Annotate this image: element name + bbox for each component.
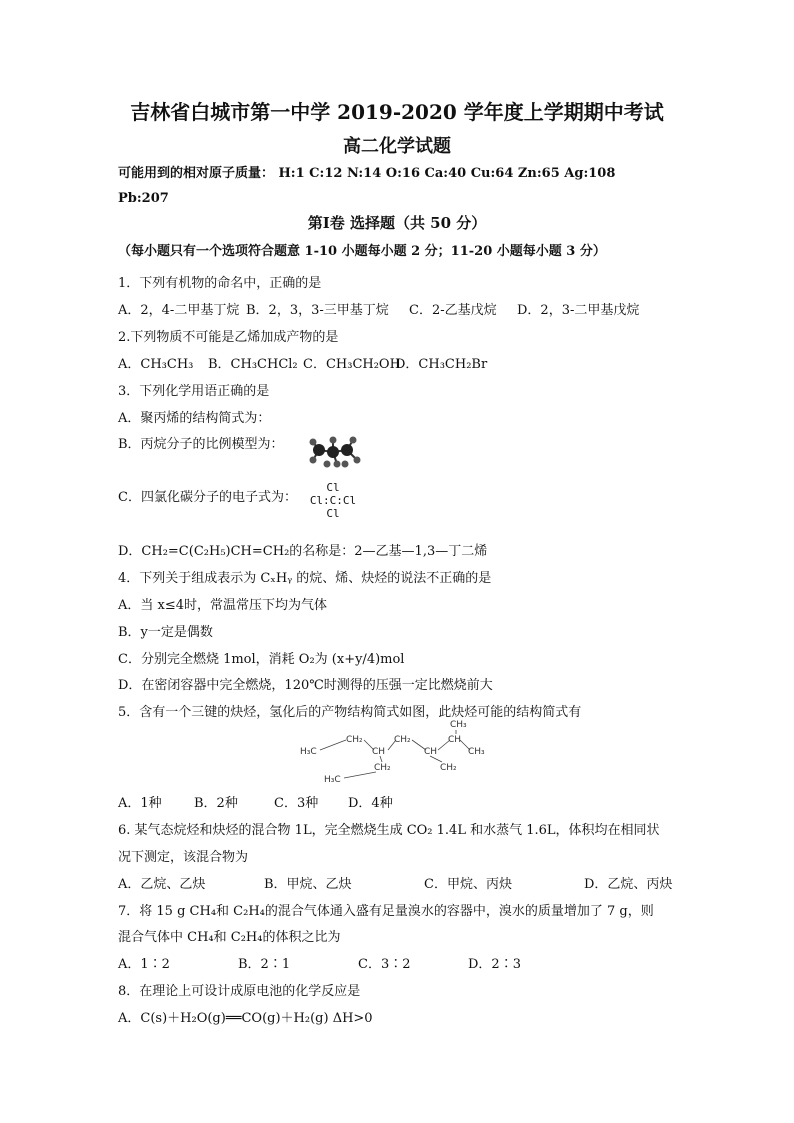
q5-stem: 5．含有一个三键的炔烃，氢化后的产物结构简式如图，此炔烃可能的结构简式有 [118,705,582,720]
q7-option-d: D．2∶3 [468,957,521,972]
q2-option-d: D．CH₃CH₂Br [395,357,488,372]
q1-options [118,302,639,320]
exam-title: 吉林省白城市第一中学 2019-2020 学年度上学期期中考试 [130,100,664,124]
q5-options [118,795,393,813]
q6-option-b: B．甲烷、乙炔 [264,877,352,892]
q6-option-c: C．甲烷、丙炔 [424,877,512,892]
q4-option-d: D．在密闭容器中完全燃烧，120℃时测得的压强一定比燃烧前大 [118,678,493,693]
q3-stem: 3．下列化学用语正确的是 [118,384,270,399]
q4-option-c: C．分别完全燃烧 1mol，消耗 O₂为 (x+y/4)mol [118,652,405,667]
q2-options [118,356,487,374]
q6-stem-1: 6. 某气态烷烃和炔烃的混合物 1L，完全燃烧生成 CO₂ 1.4L 和水蒸气 1.6L，体积均在相同状 [118,823,660,838]
q5-option-d: D．4种 [348,796,393,811]
q6-options [118,876,672,894]
q3-option-d: D．CH₂=C(C₂H₅)CH=CH₂的名称是：2—乙基—1,3—丁二烯 [118,544,488,559]
q4-option-b: B．y一定是偶数 [118,625,213,640]
q5-struct-branch-ch2: CH₂ [374,763,391,773]
q6-option-a: A．乙烷、乙炔 [118,877,206,892]
q7-option-a: A．1∶2 [118,957,170,972]
q3-option-b: B．丙烷分子的比例模型为： [118,437,284,452]
q8-option-a: A．C(s)＋H₂O(g)══CO(g)＋H₂(g) ΔH>0 [118,1011,373,1026]
q5-struct-c7: CH₃ [468,747,485,757]
q8-stem: 8．在理论上可设计成原电池的化学反应是 [118,984,361,999]
atomic-mass-line-2: Pb:207 [118,191,169,206]
q7-stem-2: 混合气体中 CH₄和 C₂H₄的体积之比为 [118,930,341,945]
q1-option-c: C．2-乙基戊烷 [409,303,497,318]
ccl4-electron-formula: Cl Cl:C:Cl Cl [309,481,357,520]
q7-options [118,956,521,974]
q6-stem-2: 况下测定，该混合物为 [118,850,249,865]
atomic-mass-line-1: 可能用到的相对原子质量： H:1 C:12 N:14 O:16 Ca:40 Cu:64 Zn:65 Ag:108 [118,166,616,181]
q5-struct-top: CH₃ [450,720,467,730]
exam-subtitle: 高二化学试题 [343,136,451,157]
q7-option-c: C．3∶2 [358,957,411,972]
q5-struct-branch-ch3: H₃C [324,775,341,785]
q3-option-c: C．四氯化碳分子的电子式为： [118,490,297,505]
q5-structure-diagram [300,718,500,788]
q2-option-c: C．CH₃CH₂OH [303,357,401,372]
q2-option-a: A．CH₃CH₃ [118,357,194,372]
q4-option-a: A．当 x≤4时，常温常压下均为气体 [118,598,328,613]
q4-stem: 4．下列关于组成表示为 CₓHᵧ 的烷、烯、炔烃的说法不正确的是 [118,571,492,586]
q5-struct-c6: CH [448,735,462,745]
q7-option-b: B．2∶1 [238,957,291,972]
section-note: （每小题只有一个选项符合题意 1-10 小题每小题 2 分；11-20 小题每小题 3 分） [118,244,606,259]
q5-struct-c3: CH [372,747,386,757]
q1-option-b: B．2，3，3-三甲基丁烷 [246,303,389,318]
q1-option-a: A．2，4-二甲基丁烷 [118,303,240,318]
q5-struct-branch-ch2-right: CH₂ [440,763,457,773]
q7-stem-1: 7．将 15 g CH₄和 C₂H₄的混合气体通入盛有足量溴水的容器中，溴水的质量增加了 7 g，则 [118,904,654,919]
q5-option-c: C．3种 [274,796,319,811]
q1-option-d: D．2，3-二甲基戊烷 [517,303,640,318]
q5-option-a: A．1种 [118,796,162,811]
q5-struct-c5: CH [424,747,438,757]
q1-stem: 1．下列有机物的命名中，正确的是 [118,276,322,291]
q5-struct-c1: H₃C [300,747,317,757]
q3-option-a: A．聚丙烯的结构简式为： [118,411,271,426]
q5-option-b: B．2种 [194,796,238,811]
propane-space-filling-model [305,434,365,472]
q6-option-d: D．乙烷、丙炔 [584,877,673,892]
q2-option-b: B．CH₃CHCl₂ [208,357,298,372]
q2-stem: 2.下列物质不可能是乙烯加成产物的是 [118,330,339,345]
section-title: 第Ⅰ卷 选择题（共 50 分） [307,214,487,232]
q5-struct-c4: CH₂ [394,735,411,745]
q5-struct-c2: CH₂ [346,735,363,745]
